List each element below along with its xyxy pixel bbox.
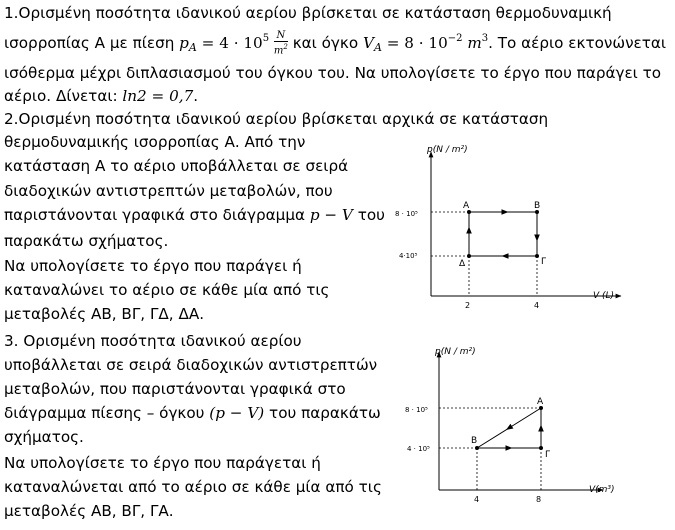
p3-point-a: A	[537, 397, 544, 407]
p3-line5: σχήματος.	[4, 428, 84, 446]
p1-line2-text-b: και όγκο	[292, 34, 359, 52]
p3-point-b-dot	[475, 446, 479, 450]
p1-volume-sub: A	[373, 41, 382, 54]
p2-line4: διαδοχικών αντιστρεπτών μεταβολών, που	[4, 182, 333, 200]
p1-volume-exp: −2	[447, 33, 463, 44]
p3-point-c: Γ	[545, 450, 551, 460]
p2-line9: μεταβολές ΑΒ, ΒΓ, ΓΔ, ΔΑ.	[4, 305, 205, 323]
p1-line3: ισόθερμα μέχρι διπλασιασμού του όγκου του. Να υπολογίσετε το έργο που παράγει το	[4, 64, 662, 82]
p3-x-tick-2: 8	[536, 495, 542, 504]
p2-line8: καταναλώνει το αέριο σε κάθε μία από τις	[4, 281, 330, 299]
p2-y-tick-high: 8 · 10⁵	[395, 210, 418, 218]
p3-process-ab	[477, 408, 541, 448]
p1-pressure-symbol: p	[179, 34, 189, 52]
p2-line3: κατάσταση Α το αέριο υποβάλλεται σε σειρά	[4, 157, 349, 175]
p2-x-tick-2: 4	[534, 301, 540, 310]
p2-line5-text-a: παριστάνονται γραφικά στο διάγραμμα	[4, 206, 305, 224]
p3-line1: 3. Ορισμένη ποσότητα ιδανικού αερίου	[4, 332, 302, 350]
p1-line4-text-b: .	[193, 87, 199, 105]
p2-point-a: A	[463, 201, 470, 211]
p3-line6: Να υπολογίσετε το έργο που παράγεται ή	[4, 454, 321, 472]
p2-pv-math: p − V	[309, 206, 353, 224]
p1-pressure-sub: A	[188, 41, 197, 54]
p2-point-c-dot	[535, 254, 539, 258]
p1-pressure-exp: 5	[262, 33, 270, 44]
p1-volume-unit-exp: 3	[481, 33, 489, 44]
p2-line1: 2.Ορισμένη ποσότητα ιδανικού αερίου βρίσκεται αρχικά σε κατάσταση	[4, 110, 549, 128]
p2-point-c: Γ	[541, 257, 547, 267]
p1-pressure-value: = 4 · 10	[201, 34, 263, 52]
p2-line5-text-b: του	[357, 206, 385, 224]
p1-line2	[4, 30, 666, 57]
p3-pv-diagram	[403, 342, 625, 510]
p1-line4-text-a: αέριο. Δίνεται:	[4, 87, 118, 105]
p2-line7-text: Να υπολογίσετε το έργο που παράγει ή	[4, 257, 302, 275]
p2-x-axis-label: V (L)	[593, 291, 615, 301]
p3-y-axis-label: p(N / m²)	[435, 347, 476, 357]
p2-line2: θερμοδυναμικής ισορροπίας Α. Από την	[4, 133, 306, 151]
p1-line1: 1.Ορισμένη ποσότητα ιδανικού αερίου βρίσκεται σε κατάσταση θερμοδυναμική	[4, 4, 612, 22]
p3-line3: μεταβολών, που παριστάνονται γραφικά στο	[4, 380, 346, 398]
p3-line7: καταναλώνεται από το αέριο σε κάθε μία από τις	[4, 478, 382, 496]
p3-line4	[4, 404, 381, 422]
p2-point-b: B	[534, 201, 541, 211]
p2-point-d: Δ	[459, 259, 466, 269]
p1-pressure-unit	[274, 31, 288, 56]
p1-unit-den-exp: 2	[283, 42, 288, 51]
p3-y-tick-low: 4 · 10⁵	[407, 445, 430, 453]
p3-pv-math: (p − V)	[209, 404, 265, 422]
p2-x-tick-1: 2	[465, 301, 471, 310]
p3-y-tick-high: 8 · 10⁵	[405, 406, 428, 414]
p1-line2-text-c: . Το αέριο εκτονώνεται	[488, 34, 667, 52]
p1-volume-symbol: V	[362, 34, 374, 52]
p3-line8: μεταβολές ΑΒ, ΒΓ, ΓΑ.	[4, 502, 174, 520]
p1-unit-num: N	[274, 31, 288, 42]
p1-line2-text-a: ισορροπίας Α με πίεση	[4, 34, 175, 52]
p1-unit-den: m	[273, 45, 284, 57]
p3-x-axis-label: V(m³)	[589, 485, 615, 495]
p2-pv-diagram	[393, 138, 633, 318]
p2-line6: παρακάτω σχήματος.	[4, 232, 169, 250]
p2-line5	[4, 206, 385, 224]
p3-line4-text-a: διάγραμμα πίεσης – όγκου	[4, 404, 205, 422]
p3-line4-text-b: του παρακάτω	[269, 404, 381, 422]
p1-ln2: ln2 = 0,7	[122, 87, 194, 105]
p3-line2: υποβάλλεται σε σειρά διαδοχικών αντιστρεπτών	[4, 356, 378, 374]
p3-point-b: B	[471, 436, 478, 446]
p1-volume-unit: m	[467, 34, 482, 52]
p1-volume-value: = 8 · 10	[386, 34, 448, 52]
p2-y-axis-label: p(N / m²)	[427, 145, 468, 155]
p2-point-d-dot	[467, 254, 471, 258]
p2-line7	[4, 257, 302, 275]
p2-y-tick-low: 4·10⁵	[399, 252, 418, 260]
p3-x-tick-1: 4	[474, 495, 480, 504]
p1-line4	[4, 87, 198, 105]
p3-point-c-dot	[539, 446, 543, 450]
